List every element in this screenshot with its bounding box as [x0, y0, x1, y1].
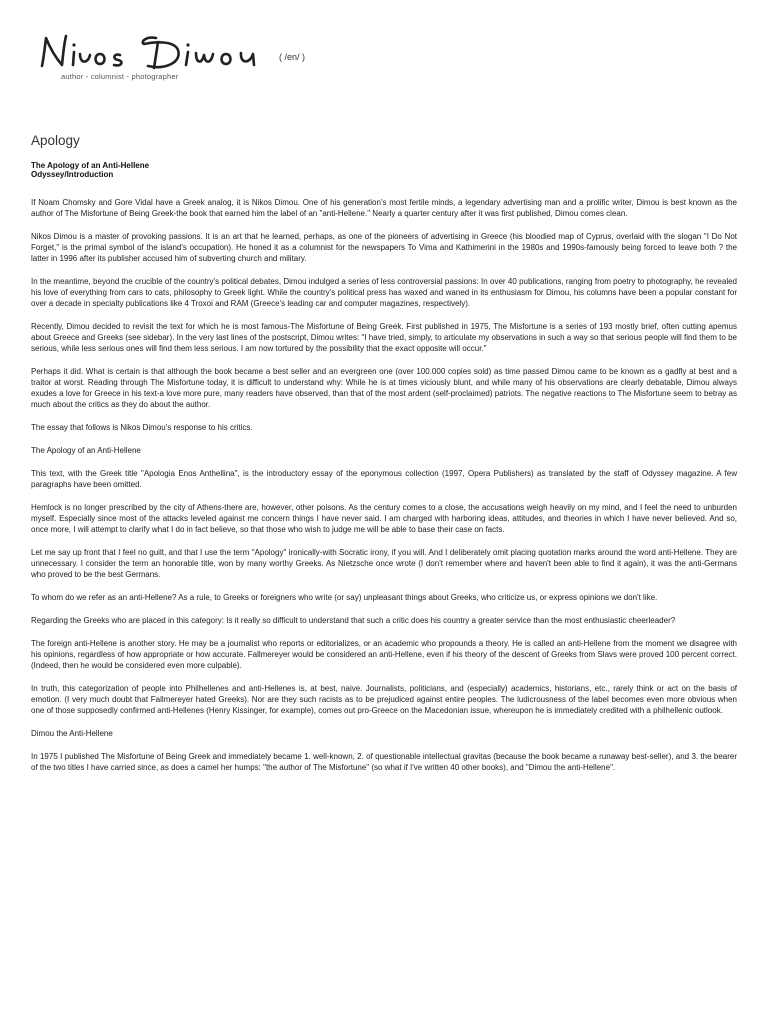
section-heading-dimou: Dimou the Anti-Hellene	[31, 729, 113, 738]
paragraph-provoking-passions: Nikos Dimou is a master of provoking passions. It is an art that he learned, perhaps, as one of the pioneers of advertising in Greece (his bloodied map of Cyprus, overlaid with the slogan "I Do Not Forget," is the primal symbol of the island's occupation). He honed it as a columnist for the newspapers To Vima and Kathimerini in the 1980s and 1990s-famously being forced to leave both ? the latter in 1996 after its publisher accused him of subverting church and military.	[31, 232, 737, 263]
paragraph-recently: Recently, Dimou decided to revisit the text for which he is most famous-The Misfortune of Being Greek. First published in 1975, The Misfortune is a series of 193 mostly brief, often cutting apemus about Greece and Greeks (see sidebar). In the very last lines of the postscript, Dimou writes: "I have tried, simply, to articulate my observations in such a way so that serious people will find them to be serious, while less serious ones will find them less serious. I am now tortured by the possibility that the exact opposite will occur."	[31, 322, 737, 353]
paragraph-perhaps: Perhaps it did. What is certain is that although the book became a best seller and an evergreen one (over 100.000 copies sold) as time passed Dimou came to be known as a gadfly at best and a traitor at worst. Reading through The Misfortune today, it is difficult to understand why: While he is at times viciously blunt, and while many of his observations are clearly debatable, Dimou always exudes a love for Greece in his text-a love more pure, many readers have observed, than that of the most ardent (self-proclaimed) patriots. The negative reactions to The Misfortune seem to betray as much about the critics as they do about the author.	[31, 367, 737, 409]
subtitle-line-2: Odyssey/Introduction	[31, 170, 114, 179]
site-header	[36, 30, 736, 90]
paragraph-let-me-say: Let me say up front that I feel no guilt, and that I use the term "Apology" ironically-with Socratic irony, if you will. And I deliberately omit placing quotation marks around the word anti-Hellene. They are unnecessary. I consider the term an honorable title, won by many worthy Greeks. As Nietzsche once wrote (I don't remember where and haven't been able to find it again), it was the anti-Germans who proved to be the best Germans.	[31, 548, 737, 579]
page-title: Apology	[31, 133, 80, 148]
paragraph-in-truth: In truth, this categorization of people into Philhellenes and anti-Hellenes is, at best, naive. Journalists, politicians, and (especially) academics, historians, etc., rarely think or act on the basis of emotion. (I very much doubt that Fallmereyer hated Greeks). Nor are they such racists as to be prejudiced against entire peoples. The ludicrousness of the label becomes even more obvious when one of those supposedly confirmed anti-Hellenes (Henry Kissinger, for example), comes out pro-Greece on the Macedonian issue, whereupon he is immediately credited with a philhellenic outlook.	[31, 684, 737, 715]
paragraph-regarding: Regarding the Greeks who are placed in this category: Is it really so difficult to understand that such a critic does his country a greater service than the most enthusiastic cheerleader?	[31, 616, 676, 625]
tagline: author - columnist - photographer	[61, 72, 179, 81]
section-heading-apology: The Apology of an Anti-Hellene	[31, 446, 141, 455]
paragraph-intro: If Noam Chomsky and Gore Vidal have a Greek analog, it is Nikos Dimou. One of his generation's most fertile minds, a legendary advertising man and a prolific writer, Dimou is best known as the author of The Misfortune of Being Greek-the book that earned him the label of an "anti-Hellene." Nearly a quarter century after it was first published, Dimou comes clean.	[31, 198, 737, 218]
paragraph-foreign: The foreign anti-Hellene is another story. He may be a journalist who reports or editorializes, or an academic who propounds a theory. He is called an anti-Hellene from the moment we disagree with his opinions, regardless of how appropriate or how accurate. Fallmereyer would be considered an anti-Hellene, even if his theory of the descent of Greeks from Slavs were proved 100 percent correct. (Indeed, then he would be considered even more culpable).	[31, 639, 737, 670]
paragraph-hemlock: Hemlock is no longer prescribed by the city of Athens-there are, however, other poisons. As the century comes to a close, the accusations weigh heavily on my mind, and I feel the need to unburden myself. Especially since most of the attacks leveled against me concern things I have never said. I am charged with harboring ideas, attitudes, and theories in which I have never believed. And so, once more, I will attempt to clarify what I do in fact believe, so that those who wish to judge me will be able to base their case on facts.	[31, 503, 737, 534]
paragraph-this-text: This text, with the Greek title "Apologia Enos Anthellina", is the introductory essay of the eponymous collection (1997, Opera Publishers) as translated by the staff of Odyssey magazine. A few paragraphs have been omitted.	[31, 469, 737, 489]
paragraph-essay-follows: The essay that follows is Nikos Dimou's response to his critics.	[31, 423, 253, 432]
language-link[interactable]: ( /en/ )	[279, 52, 306, 62]
article	[31, 133, 737, 785]
subtitle-line-1: The Apology of an Anti-Hellene	[31, 161, 150, 170]
signature-logo[interactable]	[36, 30, 276, 75]
paragraph-meantime: In the meantime, beyond the crucible of the country's political debates, Dimou indulged a series of less controversial passions: In over 40 publications, ranging from poetry to photography, he revealed his love of everything from cars to cats, philosophy to Greek light. While the country's political press has waxed and waned in its enthusiasm for Dimou, his columns have been a popular constant for over a decade in specialty publications like 4 Troxoi and RAM (Greece's leading car and computer magazines, respectively).	[31, 277, 737, 308]
paragraph-1975: In 1975 I published The Misfortune of Being Greek and immediately became 1. well-known, 2. of questionable intellectual gravitas (because the book became a runaway best-seller), and 3. the bearer of the two titles I have carried since, as does a camel her humps: "the author of The Misfortune" (so what if I've written 40 other books), and "Dimou the anti-Hellene".	[31, 752, 737, 772]
article-subtitle	[31, 161, 737, 179]
paragraph-to-whom: To whom do we refer as an anti-Hellene? As a rule, to Greeks or foreigners who write (or say) unpleasant things about Greeks, who criticize us, or express opinions we don't like.	[31, 593, 658, 602]
